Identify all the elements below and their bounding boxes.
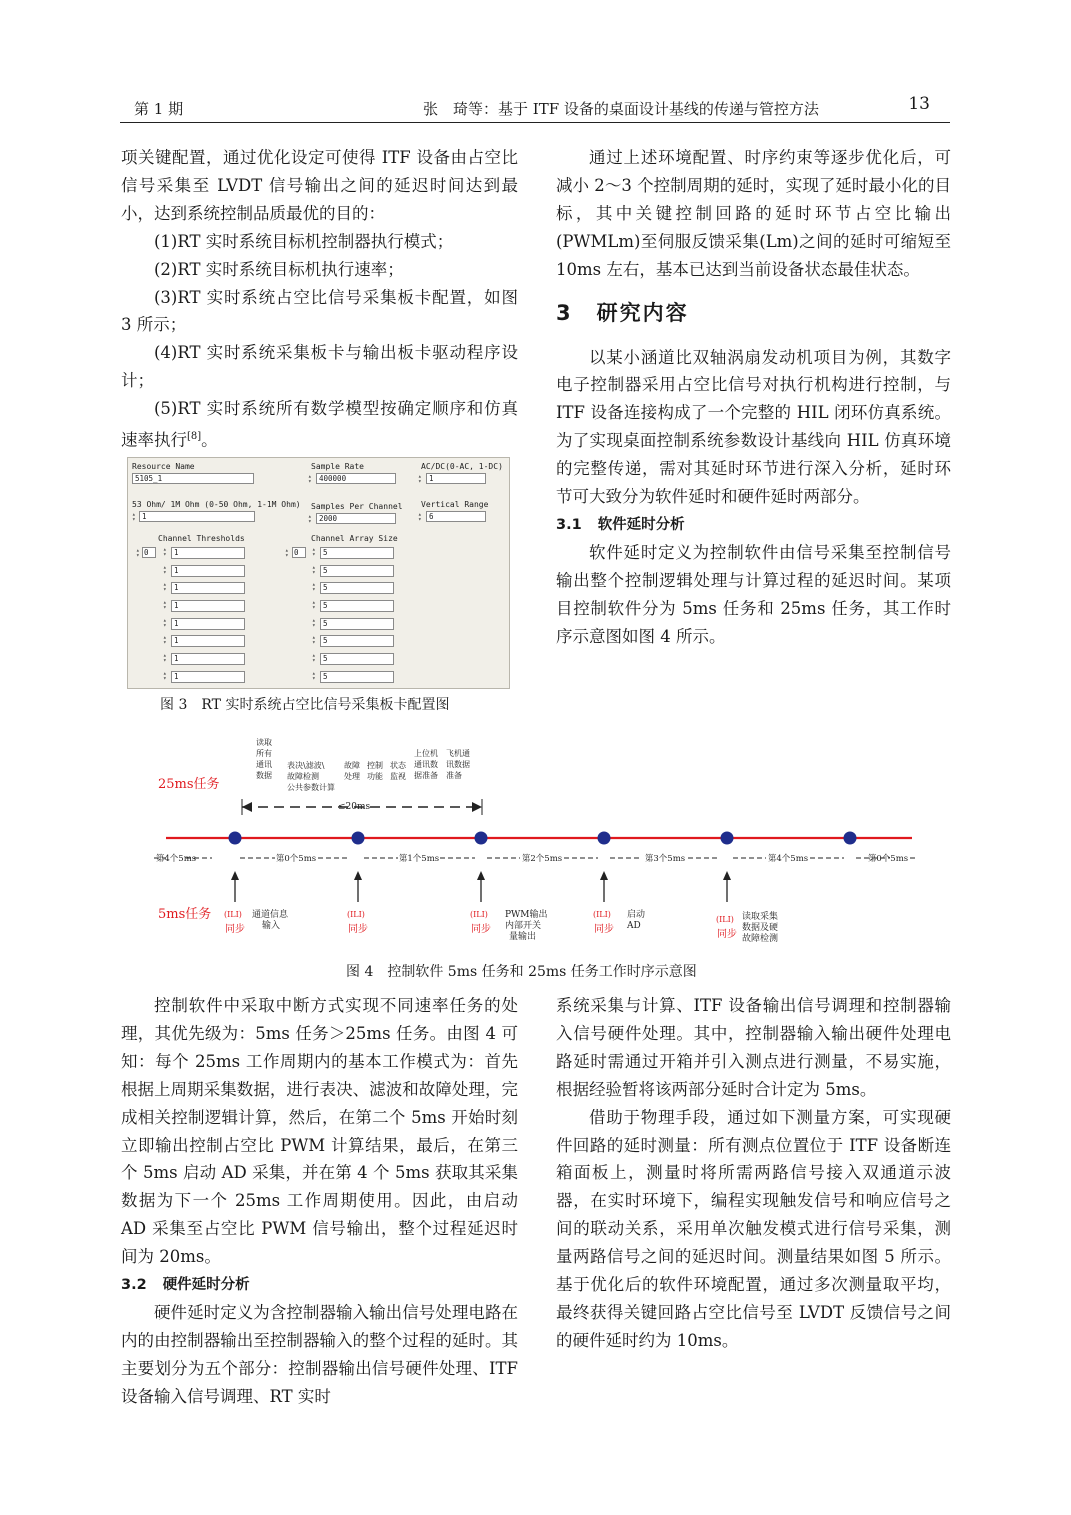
paragraph: 项关键配置，通过优化设定可使得 ITF 设备由占空比信号采集至 LVDT 信号输出之间的延迟时间达到最小，达到系统控制品质最优的目的： (121, 148, 518, 223)
task-25ms-step-label: 飞机通 (446, 749, 470, 758)
segment-label: 第0个5ms (867, 854, 909, 864)
bottom-annotations (224, 908, 778, 944)
sync-word: 同步 (225, 924, 245, 935)
spinner-icon[interactable]: ▴ ▾ (285, 547, 289, 559)
subsection-heading (121, 1271, 518, 1299)
array-size-cell[interactable]: ▴ ▾ 5 (312, 635, 394, 647)
threshold-cell[interactable] (163, 689, 245, 690)
task-25ms-step-label: 读取 (256, 738, 272, 747)
subsection-number: 3.2 (121, 1277, 147, 1294)
array-size-array (312, 547, 394, 689)
paragraph: 硬件延时定义为含控制器输入输出信号处理电路在内的由控制器输出至控制器输入的整个过程的延时。其主要划分为五个部分：控制器输出信号硬件处理、ITF 设备输入信号调理、RT 实时 (121, 1303, 518, 1406)
paragraph: 以某小涵道比双轴涡扇发动机项目为例，其数字电子控制器采用占空比信号对执行机构进行控制，与 ITF 设备连接构成了一个完整的 HIL 闭环仿真系统。为了实现桌面控制系统参数设计基线向 HIL 仿真环境的完整传递，需对其延时环节进行深入分析，延时环节可大致分为软件延时和硬件延时两部分。 (556, 347, 951, 507)
sync-label: (ILI) (347, 910, 365, 919)
timeline-dot (598, 832, 611, 845)
samples-per-channel-label: Samples Per Channel (311, 502, 403, 511)
left-column-bottom (121, 992, 518, 1411)
spacer (556, 284, 951, 300)
task-25ms-labels (256, 737, 470, 792)
task-25ms-step-label: 通讯 (256, 760, 272, 769)
figure-3-panel (127, 457, 510, 689)
annotation-text: 数据及硬 (742, 923, 779, 933)
paragraph: 系统采集与计算、ITF 设备输出信号调理和控制器输入信号硬件处理。其中，控制器输入输出硬件处理电路延时需通过开箱并引入测点进行测量，不易实施，根据经验暂将该两部分延时合计定为 5ms。 (556, 996, 951, 1099)
threshold-cell[interactable]: ▴ ▾ 1 (163, 618, 245, 630)
array-size-cell[interactable]: ▴ ▾ 5 (312, 671, 394, 683)
task-25ms-step-label: 据准备 (414, 771, 438, 780)
timeline-dot (475, 832, 488, 845)
impedance-label: 53 Ohm/ 1M Ohm (0-50 Ohm, 1-1M Ohm) (132, 500, 301, 509)
threshold-cell[interactable]: ▴ ▾ 1 (163, 565, 245, 577)
segment-label: 第1个5ms (398, 854, 440, 864)
figure-4-caption: 图 4 控制软件 5ms 任务和 25ms 任务工作时序示意图 (346, 964, 697, 980)
sync-arrow-head (600, 871, 608, 880)
list-item-1: (1)RT 实时系统目标机控制器执行模式； (154, 231, 454, 251)
threshold-cell[interactable]: ▴ ▾ 1 (163, 671, 245, 683)
sample-rate-field[interactable]: 400000 (316, 473, 396, 484)
annotation-text: 启动 (627, 910, 646, 920)
annotation-text: 输入 (262, 921, 281, 931)
sync-arrows (231, 871, 731, 902)
right-column-bottom (556, 992, 951, 1355)
impedance-field[interactable]: 1 (139, 511, 255, 522)
annotation-text: 量输出 (509, 932, 537, 942)
segment-labels (154, 853, 918, 864)
segment-label: 第2个5ms (521, 854, 563, 864)
task-25ms-step-label: 数据 (256, 771, 272, 780)
sync-label: (ILI) (470, 910, 488, 919)
array-size-cell[interactable]: ▴ ▾ 5 (312, 565, 394, 577)
threshold-cell[interactable]: ▴ ▾ 1 (163, 635, 245, 647)
task-25ms-step-label: 监视 (390, 772, 406, 781)
channel-array-size-label: Channel Array Size (311, 534, 398, 543)
task-25ms-label: 25ms任务 (158, 777, 220, 792)
threshold-cell[interactable]: ▴ ▾ 1 (163, 653, 245, 665)
task-25ms-step-label: 表决\滤波\ (287, 761, 325, 770)
task-25ms-step-label: 上位机 (414, 749, 438, 758)
subsection-title: 软件延时分析 (597, 516, 685, 533)
array-size-cell[interactable]: ▴ ▾ 5 (312, 547, 394, 559)
segment-label: 第4个5ms (155, 854, 197, 864)
vertical-range-field[interactable]: 6 (426, 511, 486, 522)
segment-label: 第0个5ms (275, 854, 317, 864)
timeline-dot (229, 832, 242, 845)
task-25ms-step-label: 所有 (256, 749, 272, 758)
sync-word: 同步 (471, 924, 491, 935)
spinner-icon[interactable]: ▴ ▾ (418, 473, 422, 485)
le20-label: ≤20ms (338, 802, 371, 812)
header-rule (120, 122, 950, 123)
threshold-cell[interactable]: ▴ ▾ 1 (163, 547, 245, 559)
page-number: 13 (908, 94, 930, 114)
timeline-dot (352, 832, 365, 845)
running-header (120, 96, 950, 120)
channel-thresholds-label: Channel Thresholds (158, 534, 245, 543)
annotation-text: PWM输出 (505, 910, 548, 920)
spinner-icon[interactable]: ▴ ▾ (136, 547, 140, 559)
task-25ms-step-label: 状态 (390, 761, 406, 770)
thresholds-array (163, 547, 245, 689)
paragraph: 通过上述环境配置、时序约束等逐步优化后，可减小 2～3 个控制周期的延时，实现了延时最小化的目标，其中关键控制回路的延时环节占空比输出(PWMLm)至伺服反馈采集(Lm)之间的延时可缩短至 10ms 左右，基本已达到当前设备状态最佳状态。 (556, 148, 951, 279)
task-5ms-label: 5ms任务 (158, 907, 212, 922)
citation-ref: [8] (187, 431, 202, 443)
sample-rate-label: Sample Rate (311, 462, 364, 471)
spinner-icon[interactable]: ▴ ▾ (308, 513, 312, 525)
list-item-2: (2)RT 实时系统目标机执行速率； (154, 259, 404, 279)
annotation-text: 读取采集 (742, 912, 779, 922)
list-item-5 (121, 395, 518, 454)
array-size-cell[interactable] (312, 689, 394, 690)
resource-name-label: Resource Name (132, 462, 195, 471)
timeline-dot (844, 832, 857, 845)
sync-label: (ILI) (716, 915, 734, 924)
resource-name-field[interactable]: 5105_1 (132, 473, 254, 484)
annotation-text: 内部开关 (505, 921, 542, 931)
running-title: 张 琦等：基于 ITF 设备的桌面设计基线的传递与管控方法 (423, 100, 819, 118)
array-size-cell[interactable]: ▴ ▾ 5 (312, 618, 394, 630)
thresholds-index[interactable]: 0 (142, 547, 156, 558)
section-heading (556, 300, 951, 334)
coupling-label: AC/DC(0-AC, 1-DC) (421, 462, 503, 471)
sync-arrow-head (477, 871, 485, 880)
task-25ms-step-label: 讯数据 (446, 760, 470, 769)
timeline-dot (721, 832, 734, 845)
samples-per-channel-field[interactable]: 2000 (316, 513, 396, 524)
array-size-cell[interactable]: ▴ ▾ 5 (312, 582, 394, 594)
task-25ms-step-label: 准备 (446, 771, 462, 780)
coupling-field[interactable]: 1 (426, 473, 486, 484)
sync-arrow-head (723, 871, 731, 880)
sync-word: 同步 (594, 924, 614, 935)
section-title: 研究内容 (596, 300, 689, 325)
task-25ms-step-label: 功能 (367, 772, 383, 781)
issue-number: 第 1 期 (134, 100, 184, 118)
annotation-text: 通道信息 (252, 910, 289, 920)
subsection-title: 硬件延时分析 (162, 1277, 250, 1294)
paragraph: 控制软件中采取中断方式实现不同速率任务的处理，其优先级为：5ms 任务＞25ms 任务。由图 4 可知：每个 25ms 工作周期内的基本工作模式为：首先根据上周期采集数据，进行表决、滤波和故障处理，完成相关控制逻辑计算，然后，在第二个 5ms 开始时刻立即输出控制占空比 PWM 计算结果，最后，在第三个 5ms 启动 AD 采集，并在第 4 个 5ms 获取其采集数据为下一个 25ms 工作周期使用。因此，由启动 AD 采集至占空比 PWM 信号输出，整个过程延迟时间为 20ms。 (121, 996, 518, 1267)
section-number: 3 (556, 300, 573, 325)
subsection-number: 3.1 (556, 516, 582, 533)
threshold-cell[interactable]: ▴ ▾ 1 (163, 600, 245, 612)
task-25ms-step-label: 通讯数 (414, 760, 438, 769)
task-25ms-step-label: 控制 (367, 761, 383, 770)
spinner-icon[interactable]: ▴ ▾ (132, 511, 136, 523)
sync-word: 同步 (348, 924, 368, 935)
threshold-cell[interactable]: ▴ ▾ 1 (163, 582, 245, 594)
sync-word: 同步 (717, 929, 737, 940)
subsection-heading (556, 511, 951, 539)
vertical-range-label: Vertical Range (421, 500, 489, 509)
segment-label: 第4个5ms (767, 854, 809, 864)
annotation-text: 故障检测 (742, 934, 779, 944)
figure-4-timing-diagram (150, 735, 930, 955)
sync-arrow-head (354, 871, 362, 880)
task-25ms-step-label: 故障检测 (287, 772, 319, 781)
spinner-icon[interactable]: ▴ ▾ (308, 473, 312, 485)
task-25ms-step-label: 公共参数计算 (287, 783, 335, 792)
paragraph: 软件延时定义为控制软件由信号采集至控制信号输出整个控制逻辑处理与计算过程的延迟时间。某项目控制软件分为 5ms 任务和 25ms 任务，其工作时序示意图如图 4 所示。 (556, 542, 951, 646)
list-item-5-end: 。 (201, 430, 218, 450)
sync-label: (ILI) (224, 910, 242, 919)
annotation-text: AD (627, 921, 641, 931)
paragraph: 借助于物理手段，通过如下测量方案，可实现硬件回路的延时测量：所有测点位置位于 ITF 设备断连箱面板上，测量时将所需两路信号接入双通道示波器，在实时环境下，编程实现触发信号和响应信号之间的联动关系，采用单次触发模式进行信号采集，测量两路信号之间的延迟时间。测量结果如图 5 所示。基于优化后的软件环境配置，通过多次测量取平均，最终获得关键回路占空比信号至 LVDT 反馈信号之间的硬件延时约为 10ms。 (556, 1107, 951, 1350)
array-size-cell[interactable]: ▴ ▾ 5 (312, 600, 394, 612)
sync-label: (ILI) (593, 910, 611, 919)
array-size-cell[interactable]: ▴ ▾ 5 (312, 653, 394, 665)
list-item-5-text: (5)RT 实时系统所有数学模型按确定顺序和仿真速率执行 (121, 399, 518, 450)
figure-3-caption: 图 3 RT 实时系统占空比信号采集板卡配置图 (160, 697, 450, 713)
array-size-index[interactable]: 0 (292, 547, 306, 558)
right-column-top (556, 144, 951, 651)
list-item-4: (4)RT 实时系统采集板卡与输出板卡驱动程序设计； (121, 343, 518, 391)
task-25ms-step-label: 处理 (344, 772, 360, 781)
sync-arrow-head (231, 871, 239, 880)
left-column-top (121, 144, 518, 454)
segment-label: 第3个5ms (644, 854, 686, 864)
task-25ms-step-label: 故障 (344, 761, 360, 770)
spinner-icon[interactable]: ▴ ▾ (418, 511, 422, 523)
list-item-3: (3)RT 实时系统占空比信号采集板卡配置，如图 3 所示； (121, 287, 518, 335)
